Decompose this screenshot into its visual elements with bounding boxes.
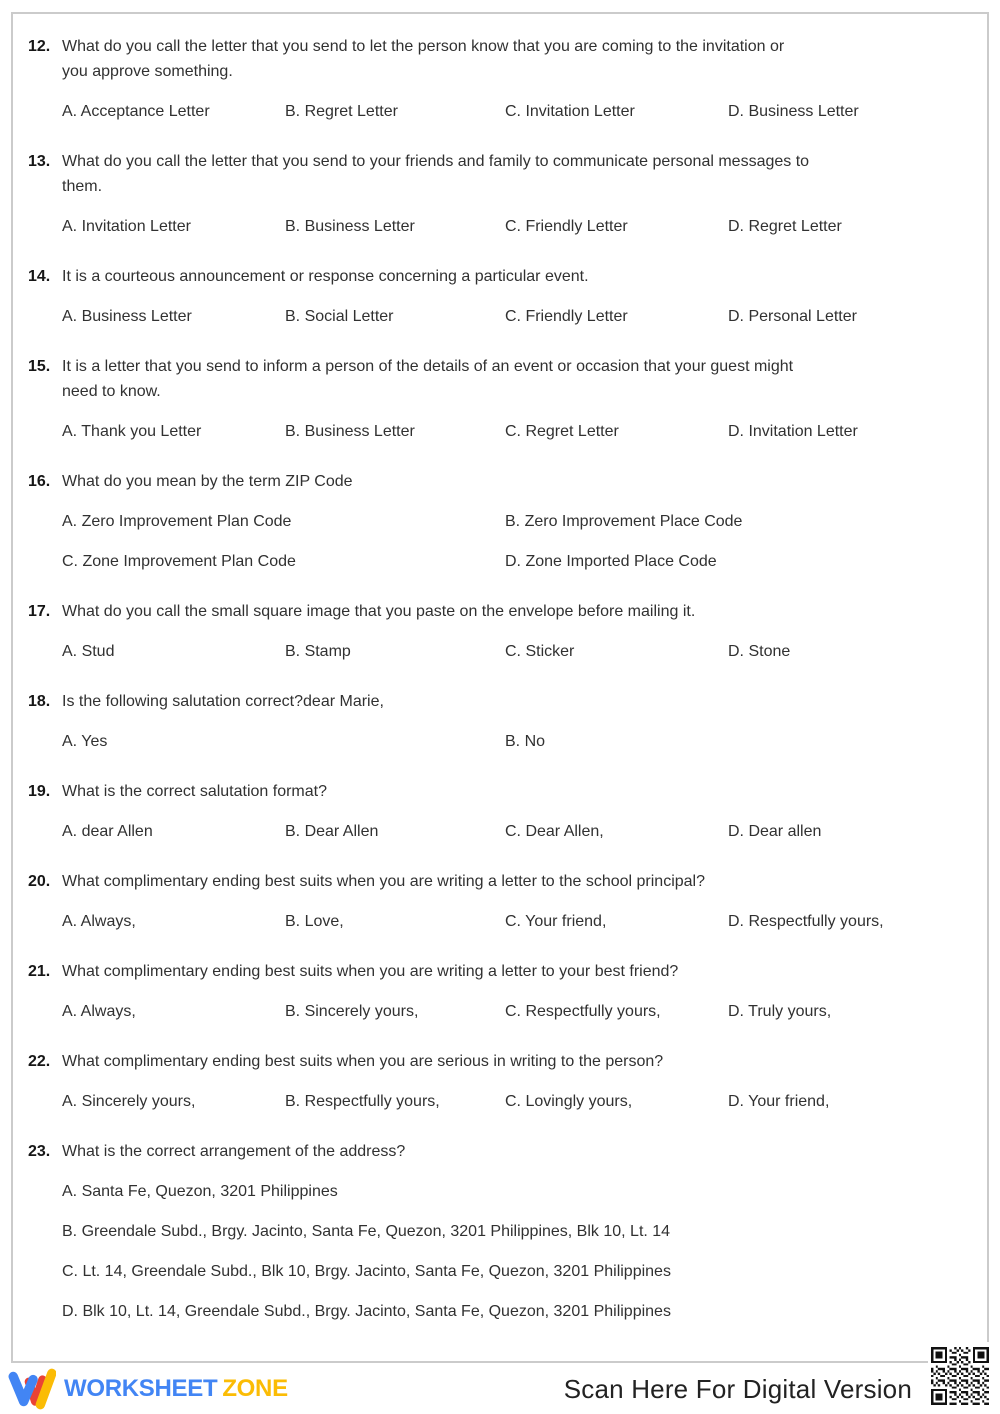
question-13 xyxy=(28,149,961,239)
question-options xyxy=(62,99,961,124)
question-14 xyxy=(28,264,961,329)
option-a: A. Business Letter xyxy=(62,308,192,325)
question-text: What is the correct arrangement of the address? xyxy=(62,1143,406,1160)
option-b: B. Respectfully yours, xyxy=(285,1093,440,1110)
option-a: A. Stud xyxy=(62,643,115,660)
question-22 xyxy=(28,1049,961,1114)
option-d: D. Invitation Letter xyxy=(728,423,858,440)
question-text: What complimentary ending best suits when you are writing a letter to your best friend? xyxy=(62,963,679,980)
question-19 xyxy=(28,779,961,844)
option-d: D. Blk 10, Lt. 14, Greendale Subd., Brgy. Jacinto, Santa Fe, Quezon, 3201 Philippines xyxy=(62,1303,671,1320)
option-c: C. Your friend, xyxy=(505,913,607,930)
option-c: C. Regret Letter xyxy=(505,423,619,440)
option-c: C. Friendly Letter xyxy=(505,308,628,325)
worksheetzone-logo-icon xyxy=(8,1368,56,1410)
brand-worksheet-label: WORKSHEET xyxy=(64,1375,218,1402)
question-20 xyxy=(28,869,961,934)
option-c: C. Dear Allen, xyxy=(505,823,604,840)
option-b: B. Social Letter xyxy=(285,308,394,325)
brand-zone-label: ZONE xyxy=(222,1375,288,1402)
option-c: C. Invitation Letter xyxy=(505,103,635,120)
question-15 xyxy=(28,354,961,444)
option-a: A. Zero Improvement Plan Code xyxy=(62,513,292,530)
worksheetzone-logo xyxy=(8,1368,288,1410)
question-number: 22. xyxy=(28,1053,51,1070)
question-options xyxy=(62,819,961,844)
question-21 xyxy=(28,959,961,1024)
option-a: A. Yes xyxy=(62,733,108,750)
question-text: It is a courteous announcement or response concerning a particular event. xyxy=(62,268,589,285)
option-d: D. Business Letter xyxy=(728,103,859,120)
brand-text xyxy=(64,1375,288,1403)
question-text: It is a letter that you send to inform a person of the details of an event or occasion that your guest might need to know. xyxy=(62,358,794,400)
question-text: What do you call the letter that you send to your friends and family to communicate personal messages to them. xyxy=(62,153,810,195)
option-b: B. Stamp xyxy=(285,643,351,660)
question-text: What do you mean by the term ZIP Code xyxy=(62,473,353,490)
question-options xyxy=(62,304,961,329)
option-a: A. Acceptance Letter xyxy=(62,103,210,120)
option-a: A. Thank you Letter xyxy=(62,423,202,440)
question-options xyxy=(62,909,961,934)
option-c: C. Lovingly yours, xyxy=(505,1093,633,1110)
question-options xyxy=(62,639,961,664)
question-number: 19. xyxy=(28,783,51,800)
question-number: 23. xyxy=(28,1143,51,1160)
question-number: 14. xyxy=(28,268,51,285)
option-a: A. Sincerely yours, xyxy=(62,1093,196,1110)
option-c: C. Friendly Letter xyxy=(505,218,628,235)
option-c: C. Respectfully yours, xyxy=(505,1003,661,1020)
option-d: D. Your friend, xyxy=(728,1093,830,1110)
worksheet-page xyxy=(11,12,989,1363)
question-options xyxy=(62,419,961,444)
option-d: D. Respectfully yours, xyxy=(728,913,884,930)
question-12 xyxy=(28,34,961,124)
option-a: A. dear Allen xyxy=(62,823,153,840)
option-d: D. Stone xyxy=(728,643,791,660)
option-b: B. Dear Allen xyxy=(285,823,379,840)
option-b: B. Greendale Subd., Brgy. Jacinto, Santa Fe, Quezon, 3201 Philippines, Blk 10, Lt. 14 xyxy=(62,1223,671,1240)
question-number: 16. xyxy=(28,473,51,490)
option-a: A. Always, xyxy=(62,913,136,930)
question-17 xyxy=(28,599,961,664)
option-b: B. Love, xyxy=(285,913,344,930)
question-text: What complimentary ending best suits when you are writing a letter to the school principal? xyxy=(62,873,705,890)
option-b: B. Zero Improvement Place Code xyxy=(505,513,743,530)
question-number: 13. xyxy=(28,153,51,170)
option-d: D. Personal Letter xyxy=(728,308,857,325)
option-b: B. Sincerely yours, xyxy=(285,1003,419,1020)
question-options xyxy=(62,1089,961,1114)
option-b: B. Business Letter xyxy=(285,218,415,235)
question-options xyxy=(62,729,961,754)
option-d: D. Zone Imported Place Code xyxy=(505,553,717,570)
question-text: Is the following salutation correct?dear Marie, xyxy=(62,693,384,710)
qr-code-icon xyxy=(928,1342,992,1410)
option-b: B. Regret Letter xyxy=(285,103,398,120)
page-footer xyxy=(8,1366,992,1412)
question-23 xyxy=(28,1139,961,1324)
option-c: C. Lt. 14, Greendale Subd., Blk 10, Brgy. Jacinto, Santa Fe, Quezon, 3201 Philippines xyxy=(62,1263,671,1280)
question-number: 15. xyxy=(28,358,51,375)
option-c: C. Zone Improvement Plan Code xyxy=(62,553,296,570)
question-options xyxy=(62,999,961,1024)
question-text: What complimentary ending best suits when you are serious in writing to the person? xyxy=(62,1053,664,1070)
question-text: What do you call the small square image that you paste on the envelope before mailing it. xyxy=(62,603,696,620)
question-text: What do you call the letter that you send to let the person know that you are coming to the invitation or you approve something. xyxy=(62,38,785,80)
option-d: D. Dear allen xyxy=(728,823,822,840)
option-b: B. No xyxy=(505,733,546,750)
question-number: 21. xyxy=(28,963,51,980)
question-options xyxy=(62,1179,961,1324)
option-d: D. Regret Letter xyxy=(728,218,842,235)
question-16 xyxy=(28,469,961,574)
question-options xyxy=(62,214,961,239)
question-number: 12. xyxy=(28,38,51,55)
scan-here-label: Scan Here For Digital Version xyxy=(563,1373,912,1404)
question-number: 20. xyxy=(28,873,51,890)
option-c: C. Sticker xyxy=(505,643,575,660)
question-number: 17. xyxy=(28,603,51,620)
option-a: A. Santa Fe, Quezon, 3201 Philippines xyxy=(62,1183,338,1200)
option-a: A. Always, xyxy=(62,1003,136,1020)
option-a: A. Invitation Letter xyxy=(62,218,191,235)
question-18 xyxy=(28,689,961,754)
question-text: What is the correct salutation format? xyxy=(62,783,327,800)
question-options xyxy=(62,509,961,574)
question-number: 18. xyxy=(28,693,51,710)
option-d: D. Truly yours, xyxy=(728,1003,832,1020)
option-b: B. Business Letter xyxy=(285,423,415,440)
